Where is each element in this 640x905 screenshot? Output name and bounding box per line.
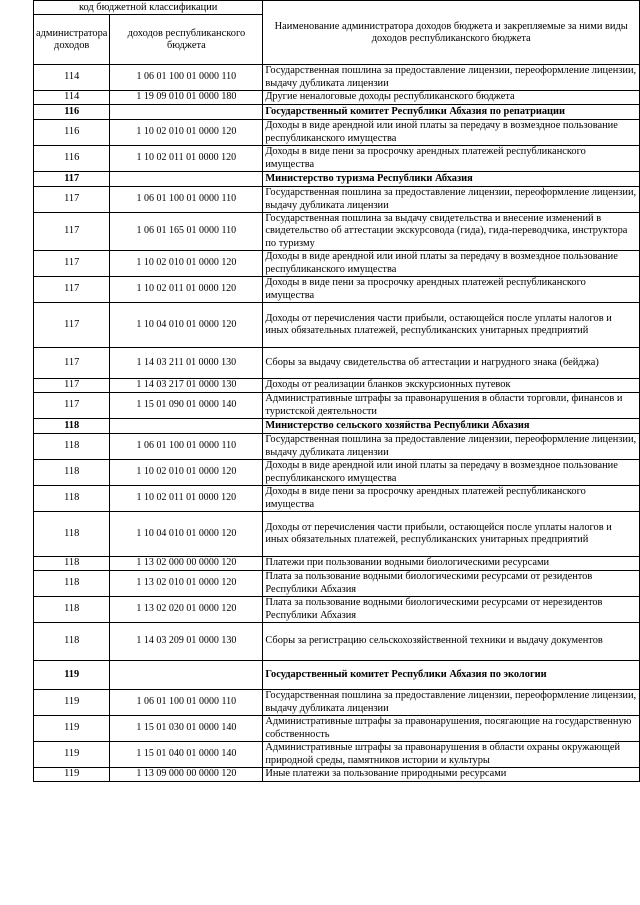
revenue-name-cell: Государственная пошлина за предоставление лицензии, переоформление лицензии, выдачу дубликата лицензии [263, 187, 640, 213]
revenue-name-cell: Государственная пошлина за предоставление лицензии, переоформление лицензии, выдачу дубликата лицензии [263, 690, 640, 716]
admin-code-cell: 118 [34, 597, 110, 623]
table-row [34, 661, 640, 690]
revenue-code-cell: 1 10 04 010 01 0000 120 [110, 303, 263, 348]
table-row [34, 486, 640, 512]
revenue-name-cell: Доходы от перечисления части прибыли, остающейся после уплаты налогов и иных обязательных платежей, республиканских унитарных предприятий [263, 512, 640, 557]
revenue-name-cell: Доходы в виде пени за просрочку арендных платежей республиканского имущества [263, 486, 640, 512]
table-row [34, 105, 640, 120]
revenue-code-cell: 1 15 01 040 01 0000 140 [110, 742, 263, 768]
revenue-code-cell: 1 14 03 211 01 0000 130 [110, 348, 263, 379]
admin-code-cell: 117 [34, 277, 110, 303]
revenue-code-cell: 1 14 03 209 01 0000 130 [110, 623, 263, 661]
revenue-code-cell [110, 419, 263, 434]
table-row [34, 419, 640, 434]
revenue-code-cell: 1 06 01 165 01 0000 110 [110, 213, 263, 251]
revenue-code-cell: 1 13 09 000 00 0000 120 [110, 768, 263, 782]
table-row [34, 623, 640, 661]
table-row [34, 348, 640, 379]
table-row [34, 172, 640, 187]
admin-code-cell: 119 [34, 690, 110, 716]
revenue-name-cell: Иные платежи за пользование природными ресурсами [263, 768, 640, 782]
admin-code-cell: 114 [34, 65, 110, 91]
revenue-code-cell [110, 172, 263, 187]
admin-code-cell: 117 [34, 172, 110, 187]
table-row [34, 277, 640, 303]
admin-code-cell: 117 [34, 348, 110, 379]
table-row [34, 597, 640, 623]
revenue-name-cell: Государственная пошлина за предоставление лицензии, переоформление лицензии, выдачу дубликата лицензии [263, 65, 640, 91]
revenue-name-cell: Доходы в виде пени за просрочку арендных платежей республиканского имущества [263, 146, 640, 172]
administrator-name-cell: Министерство сельского хозяйства Республики Абхазия [263, 419, 640, 434]
admin-code-cell: 118 [34, 571, 110, 597]
table-row [34, 303, 640, 348]
revenue-code-cell: 1 10 02 011 01 0000 120 [110, 277, 263, 303]
revenue-code-cell: 1 06 01 100 01 0000 110 [110, 434, 263, 460]
table-body [34, 65, 640, 782]
budget-classification-table [33, 0, 640, 782]
header-admin-column: администратора доходов [34, 15, 110, 65]
admin-code-cell: 118 [34, 486, 110, 512]
header-name-column: Наименование администратора доходов бюджета и закрепляемые за ними виды доходов республиканского бюджета [263, 1, 640, 65]
administrator-name-cell: Государственный комитет Республики Абхазия по репатриации [263, 105, 640, 120]
admin-code-cell: 119 [34, 742, 110, 768]
table-row [34, 213, 640, 251]
table-row [34, 742, 640, 768]
admin-code-cell: 118 [34, 623, 110, 661]
revenue-code-cell: 1 13 02 010 01 0000 120 [110, 571, 263, 597]
revenue-code-cell: 1 10 02 010 01 0000 120 [110, 460, 263, 486]
revenue-name-cell: Доходы в виде пени за просрочку арендных платежей республиканского имущества [263, 277, 640, 303]
admin-code-cell: 116 [34, 146, 110, 172]
revenue-name-cell: Доходы от перечисления части прибыли, остающейся после уплаты налогов и иных обязательных платежей, республиканских унитарных предприятий [263, 303, 640, 348]
revenue-name-cell: Административные штрафы за правонарушения в области торговли, финансов и туристской деятельности [263, 393, 640, 419]
admin-code-cell: 119 [34, 716, 110, 742]
table-row [34, 571, 640, 597]
revenue-code-cell: 1 15 01 030 01 0000 140 [110, 716, 263, 742]
table-row [34, 146, 640, 172]
header-classification-code: код бюджетной классификации [34, 1, 263, 15]
revenue-code-cell: 1 15 01 090 01 0000 140 [110, 393, 263, 419]
revenue-code-cell: 1 14 03 217 01 0000 130 [110, 379, 263, 393]
revenue-code-cell: 1 06 01 100 01 0000 110 [110, 65, 263, 91]
revenue-code-cell: 1 19 09 010 01 0000 180 [110, 91, 263, 105]
revenue-code-cell [110, 105, 263, 120]
revenue-code-cell: 1 10 02 010 01 0000 120 [110, 120, 263, 146]
table-row [34, 91, 640, 105]
administrator-name-cell: Министерство туризма Республики Абхазия [263, 172, 640, 187]
table-row [34, 434, 640, 460]
admin-code-cell: 117 [34, 379, 110, 393]
revenue-name-cell: Государственная пошлина за предоставление лицензии, переоформление лицензии, выдачу дубликата лицензии [263, 434, 640, 460]
administrator-name-cell: Государственный комитет Республики Абхазия по экологии [263, 661, 640, 690]
admin-code-cell: 117 [34, 393, 110, 419]
table-row [34, 460, 640, 486]
revenue-name-cell: Доходы от реализации бланков экскурсионных путевок [263, 379, 640, 393]
admin-code-cell: 119 [34, 768, 110, 782]
table-row [34, 768, 640, 782]
revenue-code-cell: 1 10 02 010 01 0000 120 [110, 251, 263, 277]
table-row [34, 716, 640, 742]
revenue-name-cell: Плата за пользование водными биологическими ресурсами от резидентов Республики Абхазия [263, 571, 640, 597]
admin-code-cell: 117 [34, 303, 110, 348]
admin-code-cell: 117 [34, 251, 110, 277]
revenue-code-cell: 1 13 02 000 00 0000 120 [110, 557, 263, 571]
table-row [34, 690, 640, 716]
revenue-code-cell: 1 06 01 100 01 0000 110 [110, 187, 263, 213]
table-row [34, 557, 640, 571]
revenue-name-cell: Другие неналоговые доходы республиканского бюджета [263, 91, 640, 105]
revenue-code-cell: 1 13 02 020 01 0000 120 [110, 597, 263, 623]
revenue-code-cell: 1 06 01 100 01 0000 110 [110, 690, 263, 716]
admin-code-cell: 118 [34, 557, 110, 571]
table-row [34, 187, 640, 213]
revenue-code-cell: 1 10 04 010 01 0000 120 [110, 512, 263, 557]
table-row [34, 379, 640, 393]
table-row [34, 251, 640, 277]
revenue-code-cell: 1 10 02 011 01 0000 120 [110, 486, 263, 512]
revenue-name-cell: Административные штрафы за правонарушения в области охраны окружающей природной среды, памятников истории и культуры [263, 742, 640, 768]
admin-code-cell: 117 [34, 213, 110, 251]
revenue-name-cell: Сборы за выдачу свидетельства об аттестации и нагрудного знака (бейджа) [263, 348, 640, 379]
admin-code-cell: 119 [34, 661, 110, 690]
revenue-name-cell: Доходы в виде арендной или иной платы за передачу в возмездное пользование республиканского имущества [263, 460, 640, 486]
admin-code-cell: 118 [34, 460, 110, 486]
table-row [34, 393, 640, 419]
admin-code-cell: 114 [34, 91, 110, 105]
admin-code-cell: 118 [34, 419, 110, 434]
admin-code-cell: 117 [34, 187, 110, 213]
revenue-name-cell: Государственная пошлина за выдачу свидетельства и внесение изменений в свидетельство об аттестации экскурсовода (гида), гида-переводчика, инструктора по туризму [263, 213, 640, 251]
revenue-code-cell: 1 10 02 011 01 0000 120 [110, 146, 263, 172]
table-row [34, 120, 640, 146]
table-row [34, 512, 640, 557]
admin-code-cell: 118 [34, 512, 110, 557]
admin-code-cell: 116 [34, 105, 110, 120]
revenue-name-cell: Административные штрафы за правонарушения, посягающие на государственную собственность [263, 716, 640, 742]
revenue-name-cell: Доходы в виде арендной или иной платы за передачу в возмездное пользование республиканского имущества [263, 251, 640, 277]
revenue-name-cell: Сборы за регистрацию сельскохозяйственной техники и выдачу документов [263, 623, 640, 661]
header-revenue-column: доходов республиканского бюджета [110, 15, 263, 65]
admin-code-cell: 118 [34, 434, 110, 460]
revenue-code-cell [110, 661, 263, 690]
table-row [34, 65, 640, 91]
revenue-name-cell: Доходы в виде арендной или иной платы за передачу в возмездное пользование республиканского имущества [263, 120, 640, 146]
revenue-name-cell: Плата за пользование водными биологическими ресурсами от нерезидентов Республики Абхазия [263, 597, 640, 623]
revenue-name-cell: Платежи при пользовании водными биологическими ресурсами [263, 557, 640, 571]
admin-code-cell: 116 [34, 120, 110, 146]
